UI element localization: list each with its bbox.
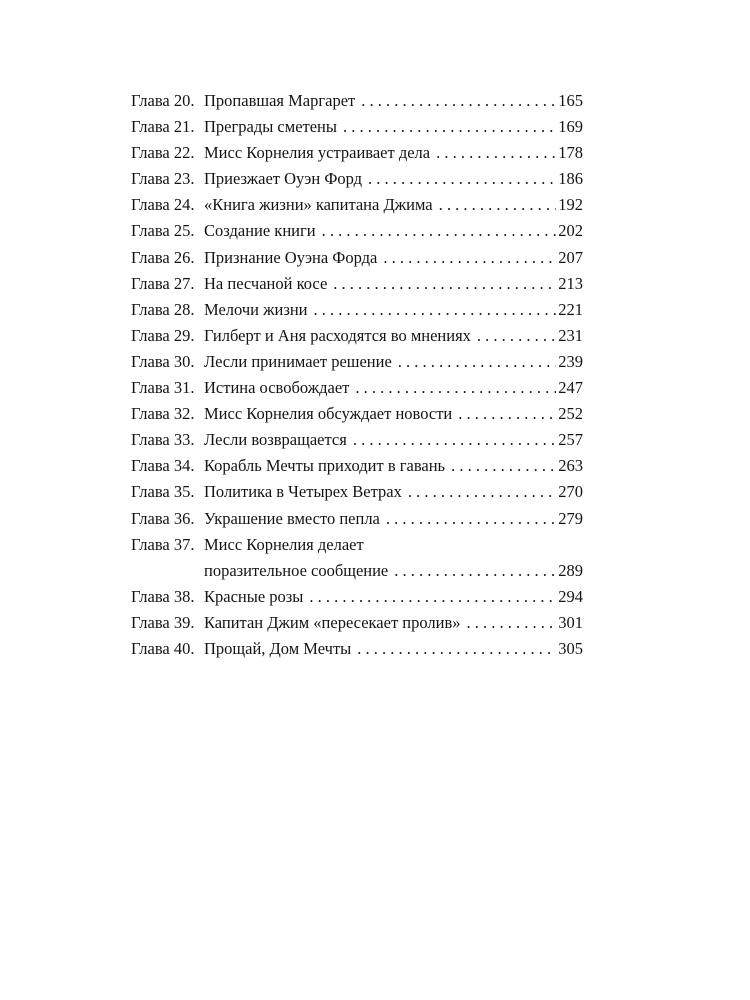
- toc-entry: [131, 88, 583, 114]
- page-number: 305: [558, 638, 583, 658]
- chapter-number: Глава 23.: [131, 169, 195, 189]
- chapter-number: Глава 34.: [131, 456, 195, 476]
- chapter-number: Глава 29.: [131, 325, 195, 345]
- page-number: 279: [558, 508, 583, 528]
- chapter-title-line-1: Мисс Корнелия делает: [204, 534, 364, 554]
- page-number: 192: [558, 195, 583, 215]
- chapter-title: Истина освобождает: [204, 378, 350, 398]
- chapter-number: Глава 22.: [131, 143, 195, 163]
- dot-leader: [451, 453, 556, 479]
- dot-leader: [394, 558, 556, 584]
- page-number: 289: [558, 560, 583, 580]
- chapter-number: Глава 33.: [131, 430, 195, 450]
- toc-entry: [131, 245, 583, 271]
- chapter-number: Глава 36.: [131, 508, 195, 528]
- chapter-title: Политика в Четырех Ветрах: [204, 482, 402, 502]
- page-number: 221: [558, 299, 583, 319]
- toc-entry: [131, 453, 583, 479]
- dot-leader: [383, 245, 556, 271]
- page-number: 257: [558, 430, 583, 450]
- page-number: 270: [558, 482, 583, 502]
- toc-entry: [131, 506, 583, 532]
- toc-entry: [131, 271, 583, 297]
- page-number: 213: [558, 273, 583, 293]
- dot-leader: [368, 166, 556, 192]
- chapter-title: Преграды сметены: [204, 117, 337, 137]
- chapter-number: Глава 25.: [131, 221, 195, 241]
- toc-entry: [131, 166, 583, 192]
- page-number: 186: [558, 169, 583, 189]
- dot-leader: [439, 192, 557, 218]
- chapter-number: Глава 30.: [131, 351, 195, 371]
- chapter-title: «Книга жизни» капитана Джима: [204, 195, 433, 215]
- chapter-number: Глава 40.: [131, 638, 195, 658]
- chapter-title: Лесли принимает решение: [204, 351, 392, 371]
- dot-leader: [477, 323, 556, 349]
- dot-leader: [314, 297, 557, 323]
- dot-leader: [398, 349, 556, 375]
- chapter-title: Приезжает Оуэн Форд: [204, 169, 363, 189]
- chapter-number: Глава 35.: [131, 482, 195, 502]
- chapter-title: Мисс Корнелия обсуждает новости: [204, 404, 453, 424]
- toc-entry: [131, 218, 583, 244]
- chapter-title: Лесли возвращается: [204, 430, 347, 450]
- chapter-title: Красные розы: [204, 586, 304, 606]
- dot-leader: [408, 479, 556, 505]
- chapter-title: Капитан Джим «пересекает пролив»: [204, 612, 461, 632]
- chapter-title: Прощай, Дом Мечты: [204, 638, 352, 658]
- page-number: 207: [558, 247, 583, 267]
- dot-leader: [343, 114, 556, 140]
- page-number: 165: [558, 91, 583, 110]
- page-number: 247: [558, 378, 583, 398]
- toc-entry: [131, 140, 583, 166]
- chapter-number: Глава 32.: [131, 404, 195, 424]
- dot-leader: [357, 636, 556, 662]
- chapter-number: Глава 38.: [131, 586, 195, 606]
- page-number: 263: [558, 456, 583, 476]
- toc-entry: [131, 636, 583, 662]
- dot-leader: [333, 271, 556, 297]
- dot-leader: [309, 584, 556, 610]
- chapter-title: Создание книги: [204, 221, 316, 241]
- toc-entry: [131, 479, 583, 505]
- page-number: 294: [558, 586, 583, 606]
- page-number: 239: [558, 351, 583, 371]
- page-number: 202: [558, 221, 583, 241]
- dot-leader: [361, 88, 556, 114]
- chapter-title: Украшение вместо пепла: [204, 508, 380, 528]
- table-of-contents: [131, 88, 583, 662]
- chapter-title: Пропавшая Маргарет: [204, 91, 356, 110]
- page-number: 169: [558, 117, 583, 137]
- chapter-number: Глава 28.: [131, 299, 195, 319]
- chapter-title-line-2: поразительное сообщение: [204, 560, 389, 580]
- chapter-number: Глава 20.: [131, 91, 195, 110]
- toc-entry: [131, 192, 583, 218]
- dot-leader: [458, 401, 556, 427]
- chapter-title: Признание Оуэна Форда: [204, 247, 378, 267]
- dot-leader: [467, 610, 557, 636]
- toc-entry: [131, 323, 583, 349]
- dot-leader: [386, 506, 556, 532]
- page-number: 178: [558, 143, 583, 163]
- chapter-number: Глава 21.: [131, 117, 195, 137]
- dot-leader: [322, 218, 557, 244]
- chapter-title: Мисс Корнелия устраивает дела: [204, 143, 431, 163]
- dot-leader: [355, 375, 556, 401]
- toc-entry: [131, 349, 583, 375]
- chapter-number: Глава 39.: [131, 612, 195, 632]
- chapter-number: Глава 31.: [131, 378, 195, 398]
- page-number: 231: [558, 325, 583, 345]
- page-number: 252: [558, 404, 583, 424]
- chapter-title: Мелочи жизни: [204, 299, 308, 319]
- chapter-title: На песчаной косе: [204, 273, 328, 293]
- toc-entry: [131, 610, 583, 636]
- chapter-number: Глава 27.: [131, 273, 195, 293]
- toc-entry: [131, 297, 583, 323]
- toc-entry: [131, 401, 583, 427]
- chapter-number: Глава 37.: [131, 534, 195, 554]
- chapter-number: Глава 26.: [131, 247, 195, 267]
- toc-entry: [131, 114, 583, 140]
- toc-entry: [131, 427, 583, 453]
- toc-entry: [131, 532, 583, 584]
- toc-entry: [131, 375, 583, 401]
- dot-leader: [436, 140, 556, 166]
- dot-leader: [353, 427, 556, 453]
- chapter-title: Корабль Мечты приходит в гавань: [204, 456, 446, 476]
- page-number: 301: [558, 612, 583, 632]
- toc-entry: [131, 584, 583, 610]
- chapter-title: Гилберт и Аня расходятся во мнениях: [204, 325, 471, 345]
- chapter-number: Глава 24.: [131, 195, 195, 215]
